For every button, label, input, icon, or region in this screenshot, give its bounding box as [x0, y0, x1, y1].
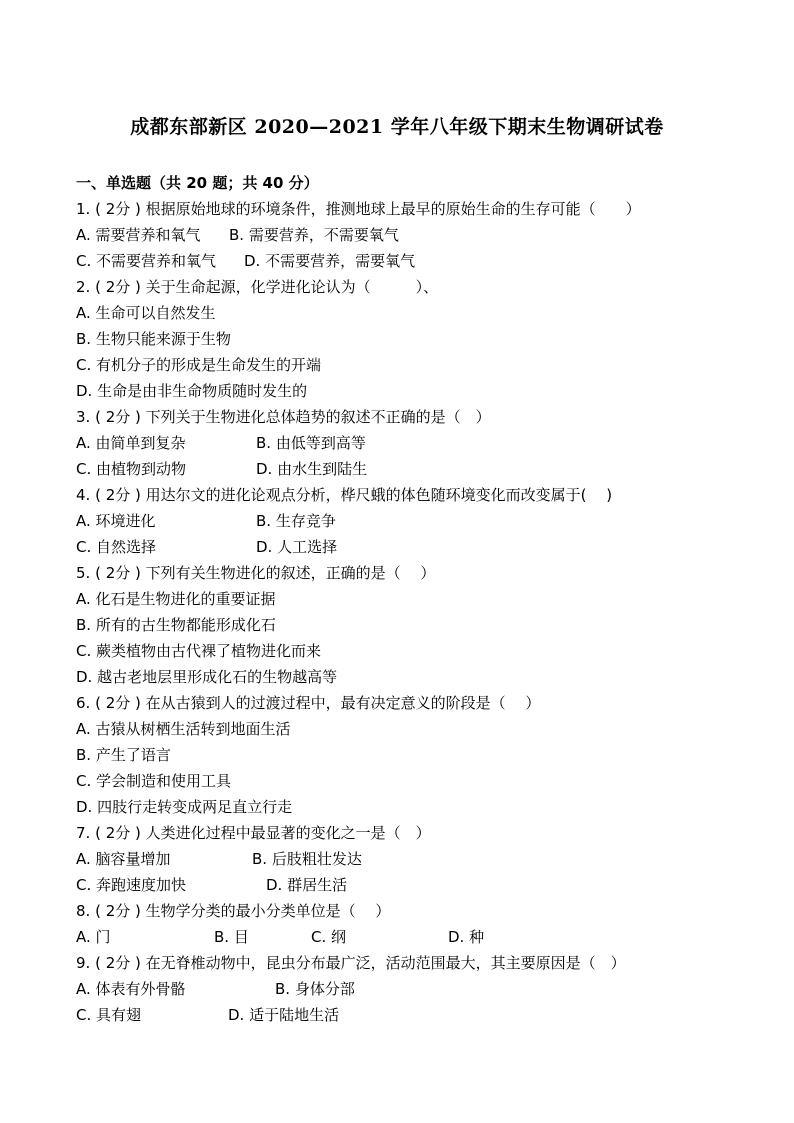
question-4-option-b: B. 生存竞争 [256, 512, 336, 530]
question-5-option-c: C. 蕨类植物由古代裸了植物进化而来 [76, 642, 322, 660]
question-9-option-d: D. 适于陆地生活 [228, 1006, 340, 1024]
question-1-option-d: D. 不需要营养，需要氧气 [244, 252, 416, 270]
question-8-option-d: D. 种 [448, 928, 485, 946]
question-7-stem: 7. ( 2分 ) 人类进化过程中最显著的变化之一是（ ） [76, 824, 431, 842]
exam-title: 成都东部新区 2020—2021 学年八年级下期末生物调研试卷 [130, 116, 664, 138]
question-5-option-a: A. 化石是生物进化的重要证据 [76, 590, 276, 608]
question-7-option-b: B. 后肢粗壮发达 [252, 850, 362, 868]
question-1-option-b: B. 需要营养，不需要氧气 [229, 226, 399, 244]
question-5-option-b: B. 所有的古生物都能形成化石 [76, 616, 276, 634]
question-8-stem: 8. ( 2分 ) 生物学分类的最小分类单位是（ ） [76, 902, 391, 920]
question-5-stem: 5. ( 2分 ) 下列有关生物进化的叙述，正确的是（ ） [76, 564, 436, 582]
question-4-option-c: C. 自然选择 [76, 538, 157, 556]
question-8-option-a: A. 门 [76, 928, 111, 946]
question-7-option-a: A. 脑容量增加 [76, 850, 171, 868]
question-3-option-c: C. 由植物到动物 [76, 460, 187, 478]
question-7-option-d: D. 群居生活 [266, 876, 348, 894]
question-1-stem: 1. ( 2分 ) 根据原始地球的环境条件，推测地球上最早的原始生命的生存可能（ ） [76, 200, 641, 218]
question-6-stem: 6. ( 2分 ) 在从古猿到人的过渡过程中，最有决定意义的阶段是（ ） [76, 694, 541, 712]
question-8-option-b: B. 目 [214, 928, 249, 946]
question-1-option-c: C. 不需要营养和氧气 [76, 252, 217, 270]
question-2-option-b: B. 生物只能来源于生物 [76, 330, 231, 348]
question-4-option-d: D. 人工选择 [256, 538, 338, 556]
question-2-option-d: D. 生命是由非生命物质随时发生的 [76, 382, 308, 400]
question-9-stem: 9. ( 2分 ) 在无脊椎动物中，昆虫分布最广泛，活动范围最大，其主要原因是（ ） [76, 954, 626, 972]
question-5-option-d: D. 越古老地层里形成化石的生物越高等 [76, 668, 338, 686]
section-heading: 一、单选题（共 20 题；共 40 分） [76, 174, 319, 192]
question-3-option-d: D. 由水生到陆生 [256, 460, 368, 478]
question-2-option-a: A. 生命可以自然发生 [76, 304, 216, 322]
question-1-option-a: A. 需要营养和氧气 [76, 226, 201, 244]
question-3-stem: 3. ( 2分 ) 下列关于生物进化总体趋势的叙述不正确的是（ ） [76, 408, 491, 426]
question-4-stem: 4. ( 2分 ) 用达尔文的进化论观点分析，桦尺蛾的体色随环境变化而改变属于( ) [76, 486, 613, 504]
question-2-option-c: C. 有机分子的形成是生命发生的开端 [76, 356, 322, 374]
question-6-option-b: B. 产生了语言 [76, 746, 171, 764]
question-9-option-b: B. 身体分部 [275, 980, 355, 998]
question-3-option-b: B. 由低等到高等 [256, 434, 366, 452]
question-6-option-a: A. 古猿从树栖生活转到地面生活 [76, 720, 291, 738]
question-2-stem: 2. ( 2分 ) 关于生命起源，化学进化论认为（ ）、 [76, 278, 439, 296]
question-4-option-a: A. 环境进化 [76, 512, 156, 530]
question-3-option-a: A. 由简单到复杂 [76, 434, 186, 452]
question-9-option-a: A. 体表有外骨骼 [76, 980, 186, 998]
question-8-option-c: C. 纲 [311, 928, 347, 946]
question-9-option-c: C. 具有翅 [76, 1006, 142, 1024]
question-7-option-c: C. 奔跑速度加快 [76, 876, 187, 894]
question-6-option-d: D. 四肢行走转变成两足直立行走 [76, 798, 293, 816]
question-6-option-c: C. 学会制造和使用工具 [76, 772, 232, 790]
